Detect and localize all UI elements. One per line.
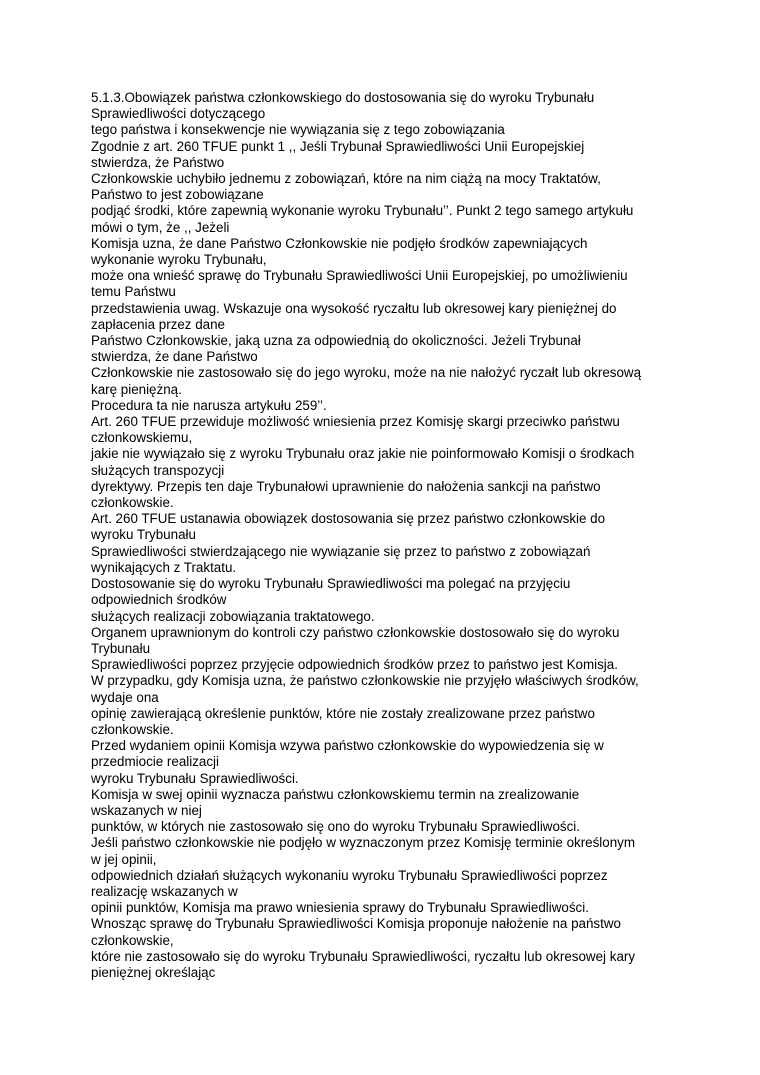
text-line: odpowiednich działań służących wykonaniu wyroku Trybunału Sprawiedliwości poprzez [91,867,608,883]
text-line: odpowiednich środków [91,592,227,608]
text-line: Przed wydaniem opinii Komisja wzywa państwo członkowskie do wypowiedzenia się w [91,738,604,754]
text-line: tego państwa i konsekwencje nie wywiązania się z tego zobowiązania [91,122,505,138]
text-line: Trybunału [91,640,151,656]
text-line: członkowskie, [91,932,174,948]
text-line: Zgodnie z art. 260 TFUE punkt 1 ,, Jeśli Trybunał Sprawiedliwości Unii Europejskiej [91,138,585,154]
text-line: Organem uprawnionym do kontroli czy państwo członkowskie dostosowało się do wyroku [91,624,620,640]
text-line: stwierdza, że dane Państwo [91,349,258,365]
text-line: wyroku Trybunału Sprawiedliwości. [91,770,299,786]
text-line: Dostosowanie się do wyroku Trybunału Sprawiedliwości ma polegać na przyjęciu [91,576,571,592]
text-line: mówi o tym, że ,, Jeżeli [91,219,230,235]
text-line: wynikających z Traktatu. [91,559,237,575]
text-line: Jeśli państwo członkowskie nie podjęło w wyznaczonym przez Komisję terminie określonym [91,835,636,851]
text-line: Art. 260 TFUE przewiduje możliwość wniesienia przez Komisję skargi przeciwko państwu [91,414,620,430]
text-line: podjąć środki, które zapewnią wykonanie wyroku Trybunału’’. Punkt 2 tego samego artykułu [91,203,634,219]
document-body [91,90,671,981]
text-line: w jej opinii, [91,851,157,867]
text-line: dyrektywy. Przepis ten daje Trybunałowi uprawnienie do nałożenia sankcji na państwo [91,478,601,494]
text-line: członkowskie. [91,495,174,511]
text-line: Członkowskie nie zastosowało się do jego wyroku, może na nie nałożyć ryczałt lub okresową [91,365,642,381]
text-line: punktów, w których nie zastosowało się ono do wyroku Trybunału Sprawiedliwości. [91,819,580,835]
text-line: Komisja uzna, że dane Państwo Członkowskie nie podjęło środków zapewniających [91,235,588,251]
text-line: przedmiocie realizacji [91,754,220,770]
text-line: jakie nie wywiązało się z wyroku Trybunału oraz jakie nie poinformowało Komisji o środkach [91,446,635,462]
text-line: Procedura ta nie narusza artykułu 259’’. [91,397,327,413]
text-line: wskazanych w niej [91,802,202,818]
text-line: Państwo Członkowskie, jaką uzna za odpowiednią do okoliczności. Jeżeli Trybunał [91,333,581,349]
text-line: stwierdza, że Państwo [91,154,225,170]
text-line: Wnosząc sprawę do Trybunału Sprawiedliwości Komisja proponuje nałożenie na państwo [91,916,621,932]
text-line: członkowskie. [91,721,174,737]
text-line: W przypadku, gdy Komisja uzna, że państwo członkowskie nie przyjęło właściwych środków, [91,673,639,689]
text-line: wyroku Trybunału [91,527,196,543]
text-line: Sprawiedliwości poprzez przyjęcie odpowiednich środków przez to państwo jest Komisja. [91,657,618,673]
text-line: Komisja w swej opinii wyznacza państwu członkowskiemu termin na zrealizowanie [91,786,580,802]
text-line: opinii punktów, Komisja ma prawo wniesienia sprawy do Trybunału Sprawiedliwości. [91,900,589,916]
text-line: Członkowskie uchybiło jednemu z zobowiązań, które na nim ciążą na mocy Traktatów, [91,171,601,187]
text-line: służących transpozycji [91,462,225,478]
text-line: Art. 260 TFUE ustanawia obowiązek dostosowania się przez państwo członkowskie do [91,511,606,527]
text-line: karę pieniężną. [91,381,182,397]
text-line: opinię zawierającą określenie punktów, które nie zostały zrealizowane przez państwo [91,705,595,721]
text-line: temu Państwu [91,284,176,300]
text-line: wydaje ona [91,689,159,705]
text-line: realizację wskazanych w [91,883,238,899]
text-line: Sprawiedliwości dotyczącego [91,106,266,122]
text-line: członkowskiemu, [91,430,193,446]
text-line: zapłacenia przez dane [91,316,225,332]
text-line: które nie zastosowało się do wyroku Trybunału Sprawiedliwości, ryczałtu lub okresowej kary [91,948,636,964]
text-line: może ona wnieść sprawę do Trybunału Sprawiedliwości Unii Europejskiej, po umożliwieniu [91,268,628,284]
text-line: pieniężnej określając [91,964,216,980]
text-line: 5.1.3.Obowiązek państwa członkowskiego do dostosowania się do wyroku Trybunału [91,90,595,105]
text-line: służących realizacji zobowiązania traktatowego. [91,608,375,624]
text-line: Państwo to jest zobowiązane [91,187,264,203]
text-line: Sprawiedliwości stwierdzającego nie wywiązanie się przez to państwo z zobowiązań [91,543,591,559]
text-line: wykonanie wyroku Trybunału, [91,252,267,268]
text-line: przedstawienia uwag. Wskazuje ona wysokość ryczałtu lub okresowej kary pieniężnej do [91,300,617,316]
